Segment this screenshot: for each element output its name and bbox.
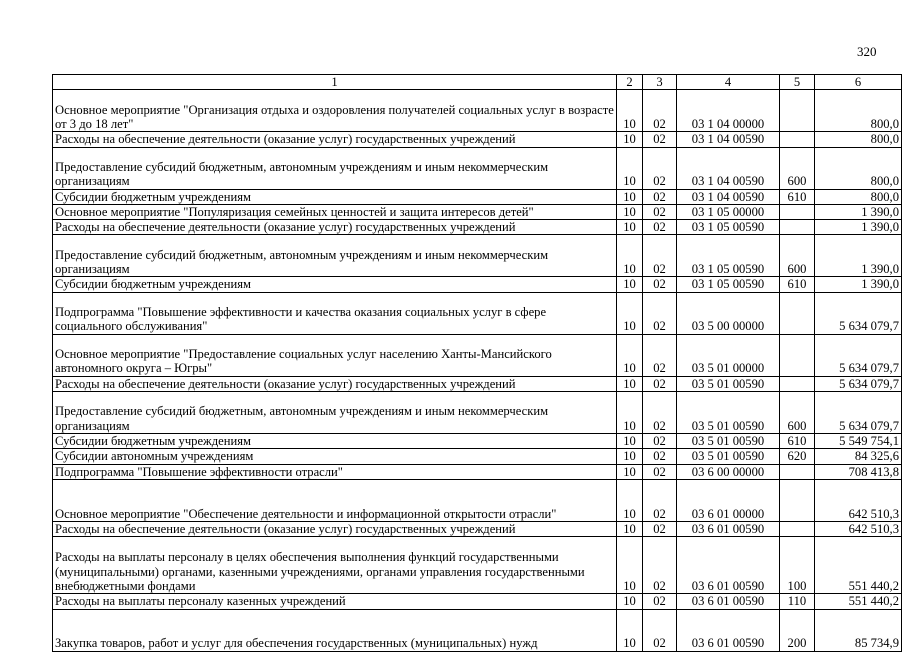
cell-expense-type: 620	[780, 449, 815, 464]
cell-subsection: 02	[643, 277, 677, 292]
cell-name: Подпрограмма "Повышение эффективности и качества оказания социальных услуг в сфере социального обслуживания"	[53, 292, 617, 334]
cell-name: Основное мероприятие "Предоставление социальных услуг населению Ханты-Мансийского автономного округа – Югры"	[53, 334, 617, 376]
cell-subsection: 02	[643, 204, 677, 219]
cell-expense-type: 600	[780, 147, 815, 189]
cell-expense-type: 610	[780, 277, 815, 292]
cell-section: 10	[617, 204, 643, 219]
table-row	[53, 392, 902, 434]
table-row	[53, 376, 902, 391]
cell-section: 10	[617, 464, 643, 479]
cell-expense-type	[780, 479, 815, 521]
cell-subsection: 02	[643, 521, 677, 536]
cell-section: 10	[617, 434, 643, 449]
cell-subsection: 02	[643, 609, 677, 651]
col-header-subsection: 3	[643, 75, 677, 90]
cell-section: 10	[617, 537, 643, 594]
cell-section: 10	[617, 334, 643, 376]
cell-section: 10	[617, 392, 643, 434]
cell-amount: 708 413,8	[815, 464, 902, 479]
cell-name: Расходы на обеспечение деятельности (оказание услуг) государственных учреждений	[53, 376, 617, 391]
table-row	[53, 464, 902, 479]
table-row	[53, 90, 902, 132]
col-header-expense-type: 5	[780, 75, 815, 90]
cell-section: 10	[617, 521, 643, 536]
table-row	[53, 132, 902, 147]
cell-section: 10	[617, 277, 643, 292]
cell-name: Расходы на обеспечение деятельности (оказание услуг) государственных учреждений	[53, 521, 617, 536]
cell-target-article: 03 1 05 00000	[677, 204, 780, 219]
table-row	[53, 449, 902, 464]
cell-expense-type	[780, 376, 815, 391]
cell-section: 10	[617, 220, 643, 235]
cell-target-article: 03 6 01 00590	[677, 594, 780, 609]
cell-name: Предоставление субсидий бюджетным, автономным учреждениям и иным некоммерческим организациям	[53, 235, 617, 277]
cell-amount: 85 734,9	[815, 609, 902, 651]
cell-subsection: 02	[643, 292, 677, 334]
cell-target-article: 03 1 04 00590	[677, 147, 780, 189]
cell-target-article: 03 1 04 00590	[677, 132, 780, 147]
cell-expense-type	[780, 132, 815, 147]
cell-section: 10	[617, 90, 643, 132]
cell-amount: 5 549 754,1	[815, 434, 902, 449]
cell-name: Закупка товаров, работ и услуг для обеспечения государственных (муниципальных) нужд	[53, 609, 617, 651]
cell-target-article: 03 6 01 00590	[677, 609, 780, 651]
cell-expense-type: 610	[780, 189, 815, 204]
cell-name: Субсидии автономным учреждениям	[53, 449, 617, 464]
cell-target-article: 03 1 05 00590	[677, 220, 780, 235]
cell-name: Расходы на выплаты персоналу в целях обеспечения выполнения функций государственными (муниципальными) органами, казенными учреждениями, органами управления государственными внебюджетными фондами	[53, 537, 617, 594]
cell-expense-type	[780, 464, 815, 479]
cell-amount: 1 390,0	[815, 204, 902, 219]
cell-subsection: 02	[643, 376, 677, 391]
cell-subsection: 02	[643, 132, 677, 147]
table-row	[53, 479, 902, 521]
cell-target-article: 03 6 00 00000	[677, 464, 780, 479]
cell-subsection: 02	[643, 147, 677, 189]
cell-target-article: 03 5 01 00590	[677, 392, 780, 434]
table-row	[53, 609, 902, 651]
table-row	[53, 434, 902, 449]
cell-amount: 800,0	[815, 147, 902, 189]
cell-name: Основное мероприятие "Организация отдыха и оздоровления получателей социальных услуг в возрасте от 3 до 18 лет"	[53, 90, 617, 132]
cell-amount: 1 390,0	[815, 220, 902, 235]
cell-section: 10	[617, 449, 643, 464]
cell-target-article: 03 1 04 00590	[677, 189, 780, 204]
cell-name: Расходы на обеспечение деятельности (оказание услуг) государственных учреждений	[53, 132, 617, 147]
page-number: 320	[857, 44, 877, 59]
cell-subsection: 02	[643, 449, 677, 464]
cell-target-article: 03 6 01 00000	[677, 479, 780, 521]
cell-amount: 642 510,3	[815, 479, 902, 521]
cell-amount: 800,0	[815, 90, 902, 132]
cell-target-article: 03 5 01 00590	[677, 434, 780, 449]
cell-expense-type	[780, 521, 815, 536]
cell-name: Субсидии бюджетным учреждениям	[53, 189, 617, 204]
cell-amount: 551 440,2	[815, 594, 902, 609]
cell-subsection: 02	[643, 392, 677, 434]
table-row	[53, 521, 902, 536]
cell-target-article: 03 5 00 00000	[677, 292, 780, 334]
cell-target-article: 03 6 01 00590	[677, 521, 780, 536]
cell-name: Субсидии бюджетным учреждениям	[53, 434, 617, 449]
cell-expense-type: 110	[780, 594, 815, 609]
cell-section: 10	[617, 235, 643, 277]
table-row	[53, 334, 902, 376]
cell-section: 10	[617, 609, 643, 651]
cell-name: Предоставление субсидий бюджетным, автономным учреждениям и иным некоммерческим организациям	[53, 392, 617, 434]
cell-expense-type: 610	[780, 434, 815, 449]
table-row	[53, 292, 902, 334]
cell-expense-type	[780, 220, 815, 235]
table-row	[53, 204, 902, 219]
col-header-section: 2	[617, 75, 643, 90]
cell-name: Основное мероприятие "Обеспечение деятельности и информационной открытости отрасли"	[53, 479, 617, 521]
cell-amount: 800,0	[815, 189, 902, 204]
budget-table	[52, 74, 902, 652]
cell-amount: 1 390,0	[815, 235, 902, 277]
cell-target-article: 03 1 05 00590	[677, 277, 780, 292]
cell-subsection: 02	[643, 594, 677, 609]
cell-expense-type	[780, 334, 815, 376]
cell-name: Субсидии бюджетным учреждениям	[53, 277, 617, 292]
cell-target-article: 03 6 01 00590	[677, 537, 780, 594]
cell-amount: 5 634 079,7	[815, 292, 902, 334]
table-row	[53, 147, 902, 189]
cell-name: Расходы на выплаты персоналу казенных учреждений	[53, 594, 617, 609]
table-row	[53, 235, 902, 277]
cell-target-article: 03 1 04 00000	[677, 90, 780, 132]
col-header-name: 1	[53, 75, 617, 90]
cell-subsection: 02	[643, 90, 677, 132]
cell-section: 10	[617, 594, 643, 609]
cell-expense-type	[780, 292, 815, 334]
cell-subsection: 02	[643, 235, 677, 277]
table-body	[53, 90, 902, 651]
cell-target-article: 03 1 05 00590	[677, 235, 780, 277]
table-row	[53, 189, 902, 204]
cell-name: Основное мероприятие "Популяризация семейных ценностей и защита интересов детей"	[53, 204, 617, 219]
cell-subsection: 02	[643, 464, 677, 479]
cell-amount: 551 440,2	[815, 537, 902, 594]
cell-name: Предоставление субсидий бюджетным, автономным учреждениям и иным некоммерческим организациям	[53, 147, 617, 189]
col-header-amount: 6	[815, 75, 902, 90]
table-row	[53, 220, 902, 235]
cell-expense-type	[780, 90, 815, 132]
cell-name: Подпрограмма "Повышение эффективности отрасли"	[53, 464, 617, 479]
cell-name: Расходы на обеспечение деятельности (оказание услуг) государственных учреждений	[53, 220, 617, 235]
cell-amount: 800,0	[815, 132, 902, 147]
table-row	[53, 277, 902, 292]
table-header-row	[53, 75, 902, 90]
cell-subsection: 02	[643, 434, 677, 449]
cell-amount: 1 390,0	[815, 277, 902, 292]
table-row	[53, 537, 902, 594]
cell-subsection: 02	[643, 220, 677, 235]
cell-target-article: 03 5 01 00000	[677, 334, 780, 376]
col-header-target-article: 4	[677, 75, 780, 90]
cell-target-article: 03 5 01 00590	[677, 449, 780, 464]
cell-expense-type: 200	[780, 609, 815, 651]
cell-section: 10	[617, 479, 643, 521]
cell-subsection: 02	[643, 334, 677, 376]
cell-section: 10	[617, 189, 643, 204]
table-row	[53, 594, 902, 609]
cell-amount: 642 510,3	[815, 521, 902, 536]
cell-amount: 5 634 079,7	[815, 392, 902, 434]
cell-expense-type: 600	[780, 235, 815, 277]
cell-expense-type	[780, 204, 815, 219]
cell-section: 10	[617, 147, 643, 189]
cell-target-article: 03 5 01 00590	[677, 376, 780, 391]
cell-expense-type: 100	[780, 537, 815, 594]
cell-section: 10	[617, 376, 643, 391]
cell-subsection: 02	[643, 479, 677, 521]
cell-subsection: 02	[643, 189, 677, 204]
cell-section: 10	[617, 292, 643, 334]
cell-section: 10	[617, 132, 643, 147]
cell-subsection: 02	[643, 537, 677, 594]
cell-amount: 5 634 079,7	[815, 376, 902, 391]
cell-amount: 5 634 079,7	[815, 334, 902, 376]
cell-expense-type: 600	[780, 392, 815, 434]
cell-amount: 84 325,6	[815, 449, 902, 464]
